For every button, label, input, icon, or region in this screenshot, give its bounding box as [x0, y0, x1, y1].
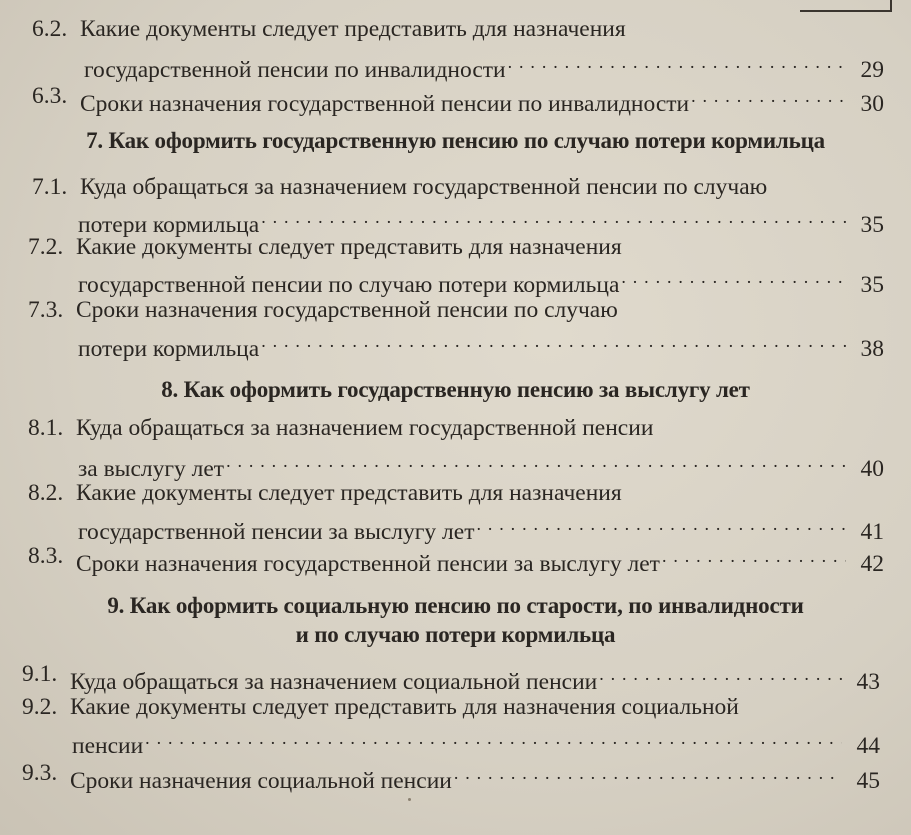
- dot-leader: [599, 659, 842, 689]
- toc-entry-number: 8.3.: [28, 543, 64, 569]
- toc-entry-number: 9.3.: [22, 760, 58, 786]
- toc-page-number: 40: [860, 456, 884, 482]
- dot-leader: [691, 81, 846, 111]
- toc-entry-number: 7.3.: [28, 297, 64, 323]
- toc-entry-title-line1: Куда обращаться за назначением государственной пенсии: [76, 415, 654, 441]
- dot-leader: [261, 202, 846, 232]
- toc-entry-title-line1: Сроки назначения государственной пенсии за выслугу лет: [76, 551, 660, 577]
- dot-leader: [226, 446, 846, 476]
- toc-entry-title-line1: Сроки назначения социальной пенсии: [70, 768, 452, 794]
- toc-entry-number: 9.2.: [22, 694, 58, 720]
- dot-leader: [621, 262, 846, 292]
- toc-entry-title-line1: Какие документы следует представить для назначения: [76, 234, 622, 260]
- toc-entry-title-line1: Куда обращаться за назначением социальной пенсии: [70, 669, 598, 695]
- toc-entry-title-line2: государственной пенсии за выслугу лет: [78, 519, 475, 545]
- toc-entry-title-line1: Какие документы следует представить для назначения социальной: [70, 694, 739, 720]
- section-heading-7: 7. Как оформить государственную пенсию по случаю потери кормильца: [86, 128, 825, 153]
- dot-leader: [476, 509, 846, 539]
- toc-page-number: 35: [860, 272, 884, 298]
- toc-entry-title-line2: государственной пенсии по случаю потери кормильца: [78, 272, 620, 298]
- toc-entry-title-line2: потери кормильца: [78, 336, 260, 362]
- toc-entry-number: 7.1.: [32, 174, 68, 200]
- dot-leader: [508, 47, 846, 77]
- toc-entry-last-line: [76, 541, 884, 579]
- toc-entry-last-line: [72, 723, 880, 761]
- toc-page-number: 43: [856, 669, 880, 695]
- toc-page-number: 38: [860, 336, 884, 362]
- toc-entry-title-line2: за выслугу лет: [78, 456, 225, 482]
- section-heading-9-line2: и по случаю потери кормильца: [295, 622, 616, 647]
- toc-entry-title-line2: пенсии: [72, 733, 144, 759]
- toc-entry-number: 9.1.: [22, 661, 58, 687]
- toc-page-number: 29: [860, 57, 884, 83]
- page-corner-rule: [800, 0, 892, 12]
- toc-page-number: 44: [856, 733, 880, 759]
- toc-entry-last-line: [70, 758, 880, 796]
- toc-entry-number: 8.2.: [28, 480, 64, 506]
- dot-leader: [454, 758, 842, 788]
- toc-page-number: 35: [860, 212, 884, 238]
- toc-entry-number: 8.1.: [28, 415, 64, 441]
- toc-entry-title-line2: потери кормильца: [78, 212, 260, 238]
- section-heading-8: 8. Как оформить государственную пенсию за выслугу лет: [161, 377, 750, 402]
- toc-entry-number: 6.3.: [32, 83, 68, 109]
- toc-entry-title-line1: Какие документы следует представить для назначения: [76, 480, 622, 506]
- toc-entry-number: 6.2.: [32, 16, 68, 42]
- dot-leader: [261, 326, 846, 356]
- toc-entry-last-line: [80, 81, 884, 119]
- dot-leader: [662, 541, 846, 571]
- toc-page-number: 45: [856, 768, 880, 794]
- toc-entry-title-line2: государственной пенсии по инвалидности: [84, 57, 506, 83]
- toc-entry-title-line1: Куда обращаться за назначением государственной пенсии по случаю: [80, 174, 768, 200]
- section-heading-9-line1: 9. Как оформить социальную пенсию по старости, по инвалидности: [107, 593, 804, 618]
- toc-entry-title-line1: Сроки назначения государственной пенсии по инвалидности: [80, 91, 690, 117]
- paper-speck: [408, 798, 411, 801]
- toc-entry-number: 7.2.: [28, 234, 64, 260]
- toc-page-number: 42: [860, 551, 884, 577]
- dot-leader: [145, 723, 842, 753]
- toc-entry-last-line: [84, 47, 884, 85]
- toc-entry-last-line: [78, 326, 884, 364]
- toc-entry-title-line1: Сроки назначения государственной пенсии по случаю: [76, 297, 618, 323]
- toc-page-number: 41: [860, 519, 884, 545]
- toc-page-number: 30: [860, 91, 884, 117]
- toc-entry-title-line1: Какие документы следует представить для назначения: [80, 16, 626, 42]
